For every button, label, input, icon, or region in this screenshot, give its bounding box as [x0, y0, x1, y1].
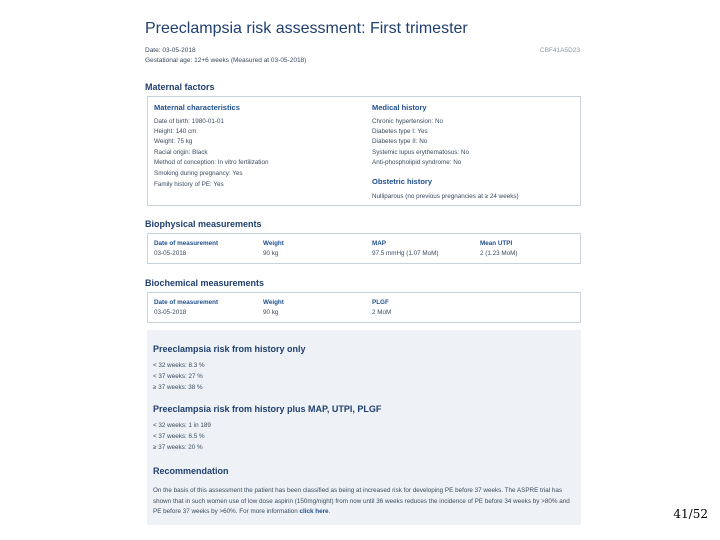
risk-line: ≥ 37 weeks: 20 %: [153, 444, 203, 451]
biophysical-table: [147, 233, 581, 264]
characteristic-line: Smoking during pregnancy: Yes: [154, 170, 243, 177]
document-title: Preeclampsia risk assessment: First trimester: [145, 20, 468, 37]
medical-line: Chronic hypertension: No: [372, 118, 444, 125]
table-cell: 03-05-2018: [154, 309, 187, 316]
column-header: Weight: [263, 299, 284, 306]
table-cell: 03-05-2018: [154, 250, 187, 257]
risk-line: < 37 weeks: 27 %: [153, 373, 203, 380]
characteristic-line: Racial origin: Black: [154, 149, 208, 156]
risk-line: < 32 weeks: 8.3 %: [153, 362, 205, 369]
biochemical-heading: Biochemical measurements: [145, 278, 265, 288]
characteristic-line: Weight: 75 kg: [154, 138, 193, 145]
table-cell: 97.5 mmHg (1.07 MoM): [372, 250, 439, 257]
table-cell: 2 (1.23 MoM): [480, 250, 518, 257]
column-header: Date of measurement: [154, 240, 219, 247]
column-header: Mean UTPI: [480, 240, 513, 247]
medical-line: Systemic lupus erythematosus: No: [372, 149, 469, 156]
medical-line: Diabetes type I: Yes: [372, 128, 428, 135]
column-header: PLGF: [372, 299, 389, 306]
characteristic-line: Family history of PE: Yes: [154, 181, 224, 188]
characteristic-line: Date of birth: 1980-01-01: [154, 118, 225, 125]
obstetric-history-heading: Obstetric history: [372, 177, 433, 186]
column-header: MAP: [372, 240, 386, 247]
maternal-factors-heading: Maternal factors: [145, 82, 215, 92]
risk-history-heading: Preeclampsia risk from history only: [153, 344, 306, 354]
biochemical-table: [147, 292, 581, 323]
gestational-age: Gestational age: 12+6 weeks (Measured at 03-05-2018): [145, 57, 307, 64]
table-cell: 90 kg: [263, 250, 279, 257]
risk-line: < 32 weeks: 1 in 189: [153, 422, 211, 429]
click-here-link[interactable]: click here: [299, 508, 329, 515]
column-header: Weight: [263, 240, 284, 247]
document-code: CBF41A5D23: [539, 47, 580, 54]
risk-line: ≥ 37 weeks: 38 %: [153, 384, 203, 391]
assessment-document: [145, 0, 582, 525]
obstetric-line: Nulliparous (no previous pregnancies at ≥ 24 weeks): [372, 193, 519, 200]
characteristic-line: Method of conception: In vitro fertilization: [154, 159, 269, 166]
biophysical-heading: Biophysical measurements: [145, 219, 262, 229]
page-number: 41/52: [673, 507, 708, 521]
maternal-factors-box: [147, 96, 581, 206]
recommendation-body: On the basis of this assessment the patient has been classified as being at increased risk for developing PE before 37 weeks. The ASPRE trial has shown that in such women use of low dose aspirin (150mg/night) from now until 36 weeks reduces the incidence of PE before 34 weeks by >80% and PE before 37 weeks by >60%. For more information: [153, 487, 570, 515]
column-header: Date of measurement: [154, 299, 219, 306]
table-cell: 2 MoM: [372, 309, 392, 316]
maternal-characteristics-heading: Maternal characteristics: [154, 103, 240, 112]
table-cell: 90 kg: [263, 309, 279, 316]
risk-panel: [147, 330, 581, 525]
medical-line: Anti-phospholipid syndrome: No: [372, 159, 462, 166]
risk-combined-heading: Preeclampsia risk from history plus MAP, UTPI, PLGF: [153, 404, 382, 414]
recommendation-text: On the basis of this assessment the patient has been classified as being at increased risk for developing PE before 37 weeks. The ASPRE trial has shown that in such women use of low dose aspirin (150mg/night) from now until 36 weeks reduces the incidence of PE before 34 weeks by >80% and PE before 37 weeks by >60%. For more information click here.: [153, 487, 570, 515]
characteristic-line: Height: 140 cm: [154, 128, 197, 135]
assessment-date: Date: 03-05-2018: [145, 47, 196, 54]
risk-line: < 37 weeks: 6.5 %: [153, 433, 205, 440]
medical-history-heading: Medical history: [372, 103, 427, 112]
medical-line: Diabetes type II: No: [372, 138, 428, 145]
recommendation-heading: Recommendation: [153, 466, 229, 476]
